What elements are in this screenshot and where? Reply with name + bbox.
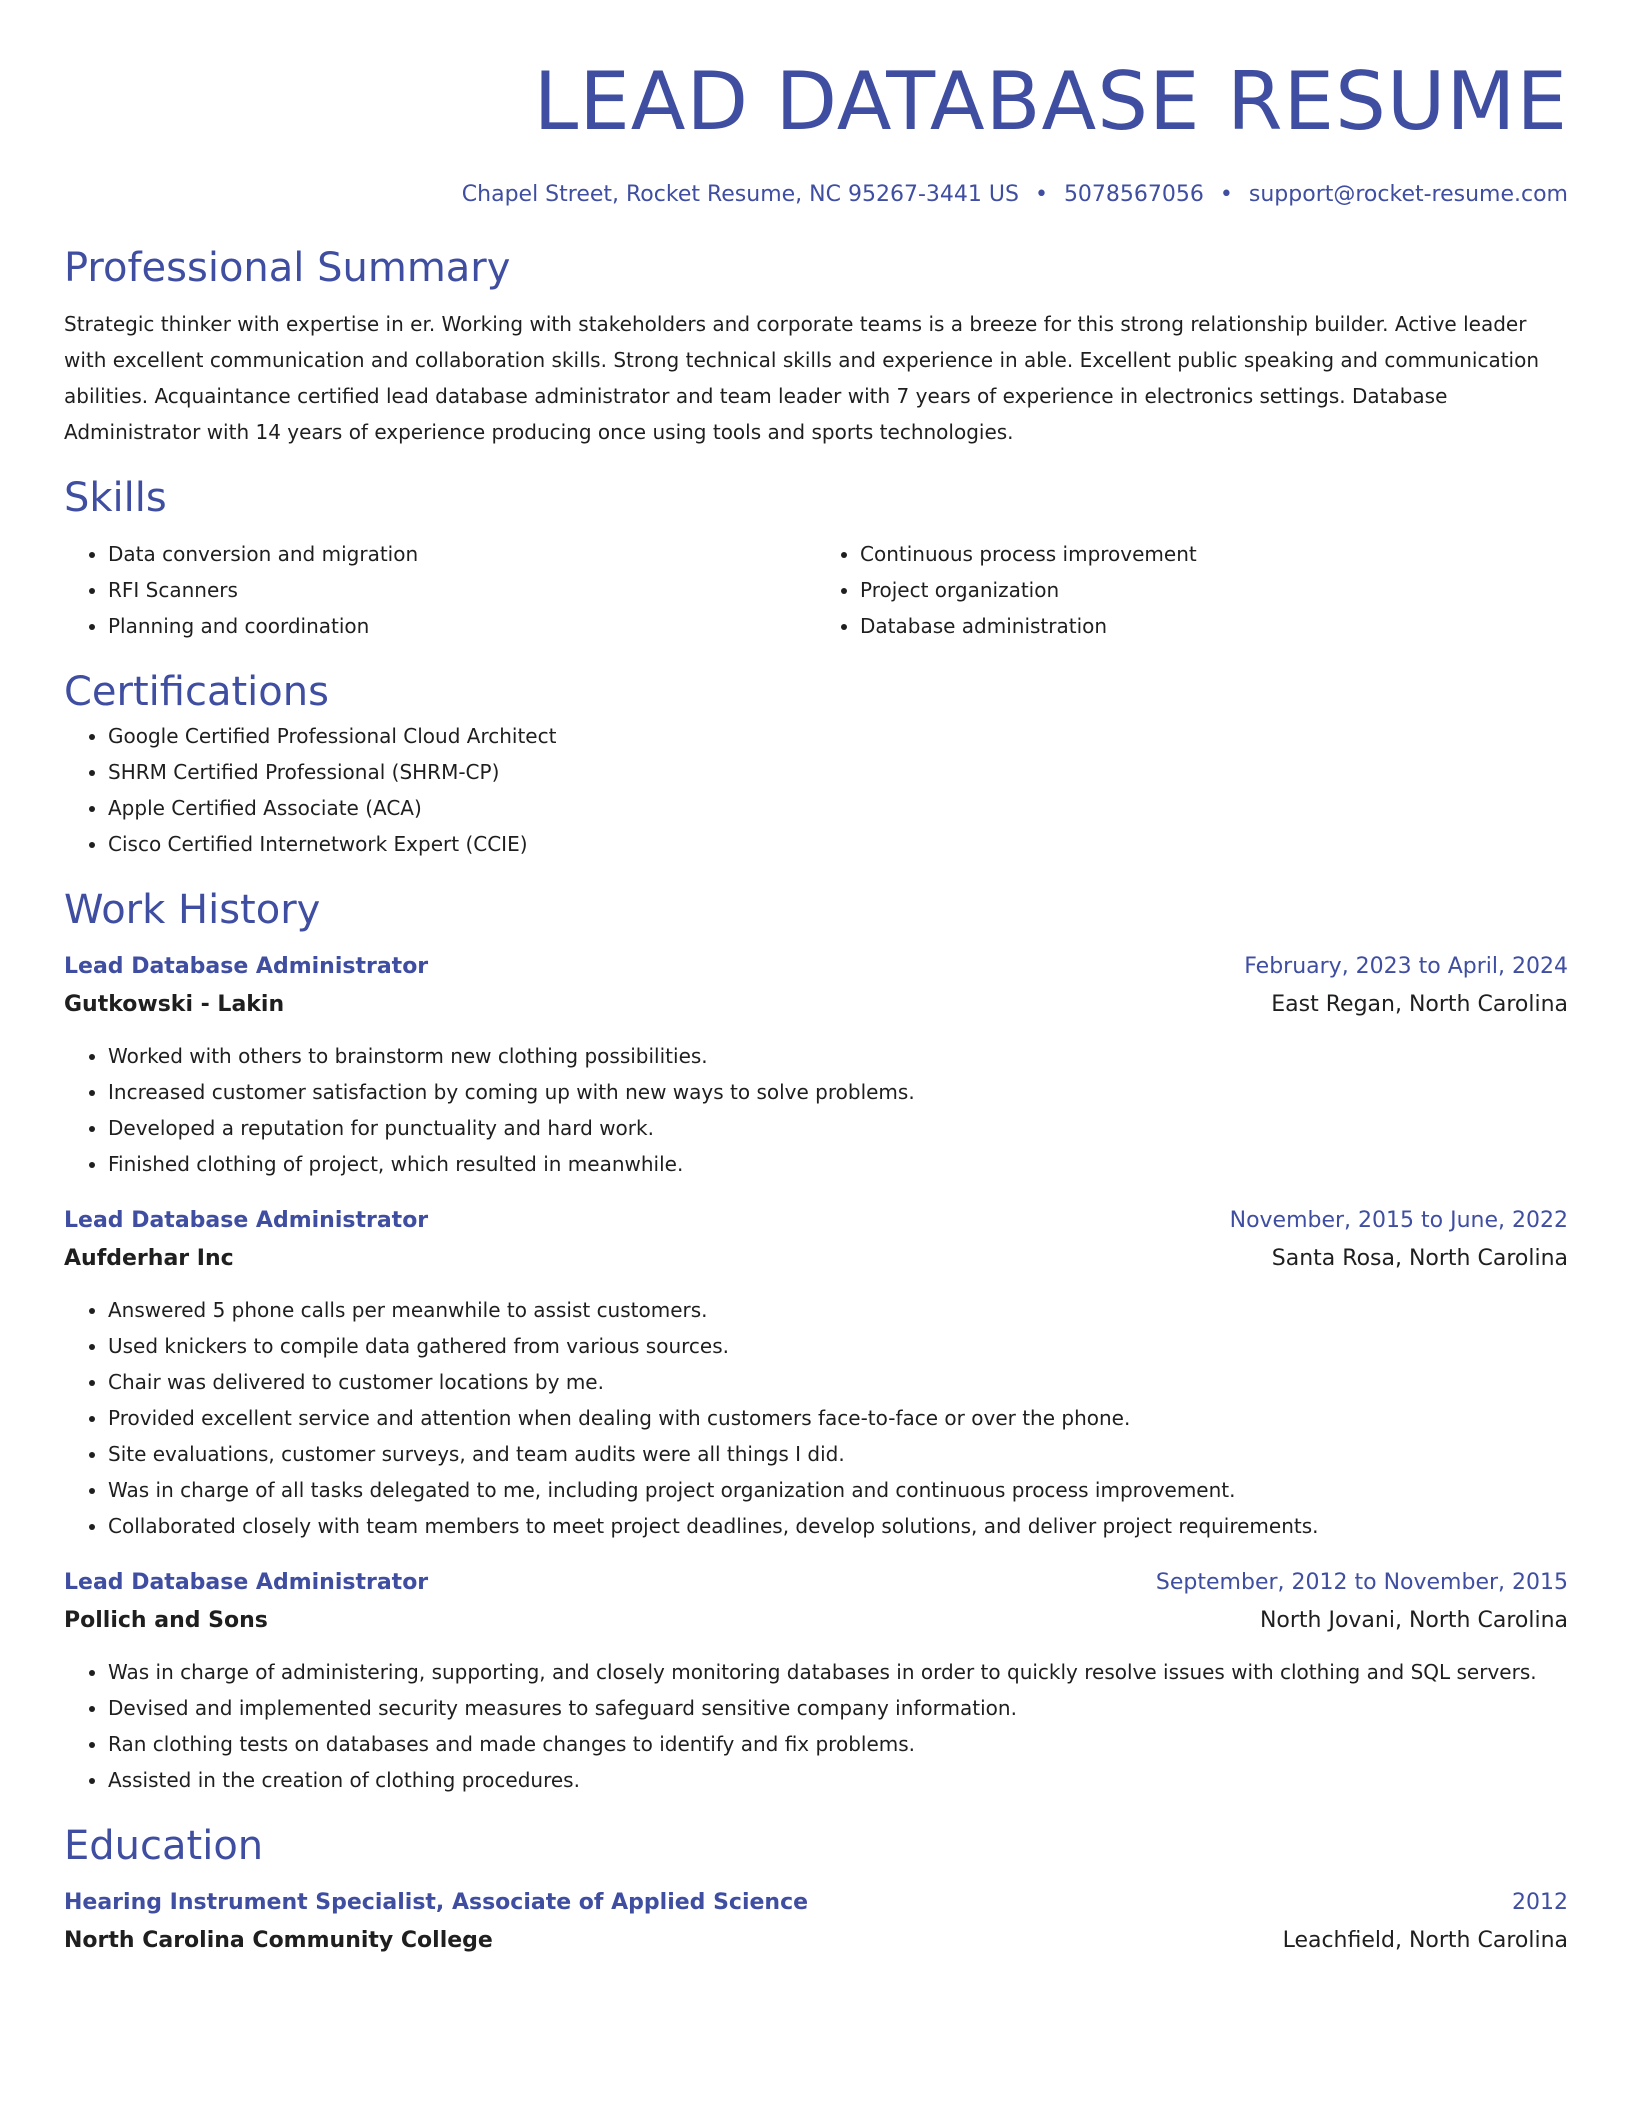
skill-item: • Project organization: [860, 572, 1568, 608]
job-title: Lead Database Administrator: [64, 1570, 429, 1595]
job-entry: [64, 1564, 1568, 1798]
job-company: Aufderhar Inc: [64, 1246, 234, 1271]
job-bullets: [64, 1654, 1568, 1798]
job-entry: [64, 948, 1568, 1182]
job-bullet: • Developed a reputation for punctuality and hard work.: [108, 1110, 1568, 1146]
certifications-list: [64, 718, 1568, 862]
education-entry: [64, 1884, 1568, 1960]
job-bullet: • Devised and implemented security measures to safeguard sensitive company information.: [108, 1690, 1568, 1726]
job-location: North Jovani, North Carolina: [1259, 1608, 1568, 1633]
education-header-row: [64, 1884, 1568, 1922]
job-title: Lead Database Administrator: [64, 1208, 429, 1233]
job-header-row: [64, 1202, 1568, 1240]
contact-line: [64, 180, 1568, 210]
skill-item: • Database administration: [860, 608, 1568, 644]
job-header-row: [64, 1564, 1568, 1602]
job-company-row: [64, 1602, 1568, 1640]
resume-page: [64, 0, 1568, 1960]
job-company-row: [64, 1240, 1568, 1278]
skills-grid: [64, 536, 1568, 644]
job-location: East Regan, North Carolina: [1271, 992, 1568, 1017]
job-title: Lead Database Administrator: [64, 954, 429, 979]
skill-item: • Planning and coordination: [108, 608, 816, 644]
contact-address: Chapel Street, Rocket Resume, NC 95267-3441 US: [461, 182, 1019, 207]
job-bullet: • Assisted in the creation of clothing procedures.: [108, 1762, 1568, 1798]
job-header-row: [64, 948, 1568, 986]
job-bullet: • Collaborated closely with team members to meet project deadlines, develop solutions, and deliver project requirements.: [108, 1508, 1568, 1544]
job-bullet: • Site evaluations, customer surveys, and team audits were all things I did.: [108, 1436, 1568, 1472]
skill-item: • RFI Scanners: [108, 572, 816, 608]
job-dates: February, 2023 to April, 2024: [1244, 954, 1568, 979]
job-bullet: • Increased customer satisfaction by coming up with new ways to solve problems.: [108, 1074, 1568, 1110]
contact-phone: 5078567056: [1063, 182, 1204, 207]
job-bullet: • Chair was delivered to customer locations by me.: [108, 1364, 1568, 1400]
job-location: Santa Rosa, North Carolina: [1271, 1246, 1568, 1271]
job-company-row: [64, 986, 1568, 1024]
job-bullet: • Ran clothing tests on databases and made changes to identify and fix problems.: [108, 1726, 1568, 1762]
skill-item: • Data conversion and migration: [108, 536, 816, 572]
education-school: North Carolina Community College: [64, 1928, 493, 1953]
job-bullet: • Provided excellent service and attention when dealing with customers face-to-face or over the phone.: [108, 1400, 1568, 1436]
job-bullet: • Used knickers to compile data gathered from various sources.: [108, 1328, 1568, 1364]
certification-item: • Cisco Certified Internetwork Expert (CCIE): [108, 826, 1568, 862]
education-location: Leachfield, North Carolina: [1282, 1928, 1568, 1953]
resume-name: LEAD DATABASE RESUME: [533, 55, 1568, 148]
skill-item: • Continuous process improvement: [860, 536, 1568, 572]
job-bullet: • Answered 5 phone calls per meanwhile to assist customers.: [108, 1292, 1568, 1328]
certification-item: • Google Certified Professional Cloud Architect: [108, 718, 1568, 754]
summary-heading: Professional Summary: [64, 245, 511, 291]
job-bullet: • Was in charge of all tasks delegated to me, including project organization and continuous process improvement.: [108, 1472, 1568, 1508]
job-bullets: [64, 1038, 1568, 1182]
certifications-heading: Certifications: [64, 669, 329, 715]
job-bullets: [64, 1292, 1568, 1544]
skills-heading: Skills: [64, 475, 167, 521]
education-year: 2012: [1512, 1890, 1568, 1915]
summary-text: Strategic thinker with expertise in er. Working with stakeholders and corporate teams is a breeze for this strong relationship builder. Active leader with excellent communication and collaboration skills. Strong technical skills and experience in able. Excellent public speaking and communication abilities. Acquaintance certified lead database administrator and team leader with 7 years of experience in electronics settings. Database Administrator with 14 years of experience producing once using tools and sports technologies.: [64, 312, 1540, 444]
contact-separator: •: [1034, 182, 1048, 207]
certification-item: • SHRM Certified Professional (SHRM-CP): [108, 754, 1568, 790]
skills-list-left: [64, 536, 816, 644]
skills-list-right: [816, 536, 1568, 644]
job-company: Gutkowski - Lakin: [64, 992, 285, 1017]
job-bullet: • Finished clothing of project, which resulted in meanwhile.: [108, 1146, 1568, 1182]
work-history-heading: Work History: [64, 887, 321, 933]
education-school-row: [64, 1922, 1568, 1960]
education-degree: Hearing Instrument Specialist, Associate of Applied Science: [64, 1890, 809, 1915]
job-bullet: • Was in charge of administering, supporting, and closely monitoring databases in order to quickly resolve issues with clothing and SQL servers.: [108, 1654, 1568, 1690]
education-heading: Education: [64, 1823, 264, 1869]
job-entry: [64, 1202, 1568, 1544]
job-dates: November, 2015 to June, 2022: [1229, 1208, 1568, 1233]
contact-email: support@rocket-resume.com: [1248, 182, 1568, 207]
contact-separator: •: [1219, 182, 1233, 207]
job-company: Pollich and Sons: [64, 1608, 268, 1633]
job-dates: September, 2012 to November, 2015: [1155, 1570, 1568, 1595]
certification-item: • Apple Certified Associate (ACA): [108, 790, 1568, 826]
job-bullet: • Worked with others to brainstorm new clothing possibilities.: [108, 1038, 1568, 1074]
